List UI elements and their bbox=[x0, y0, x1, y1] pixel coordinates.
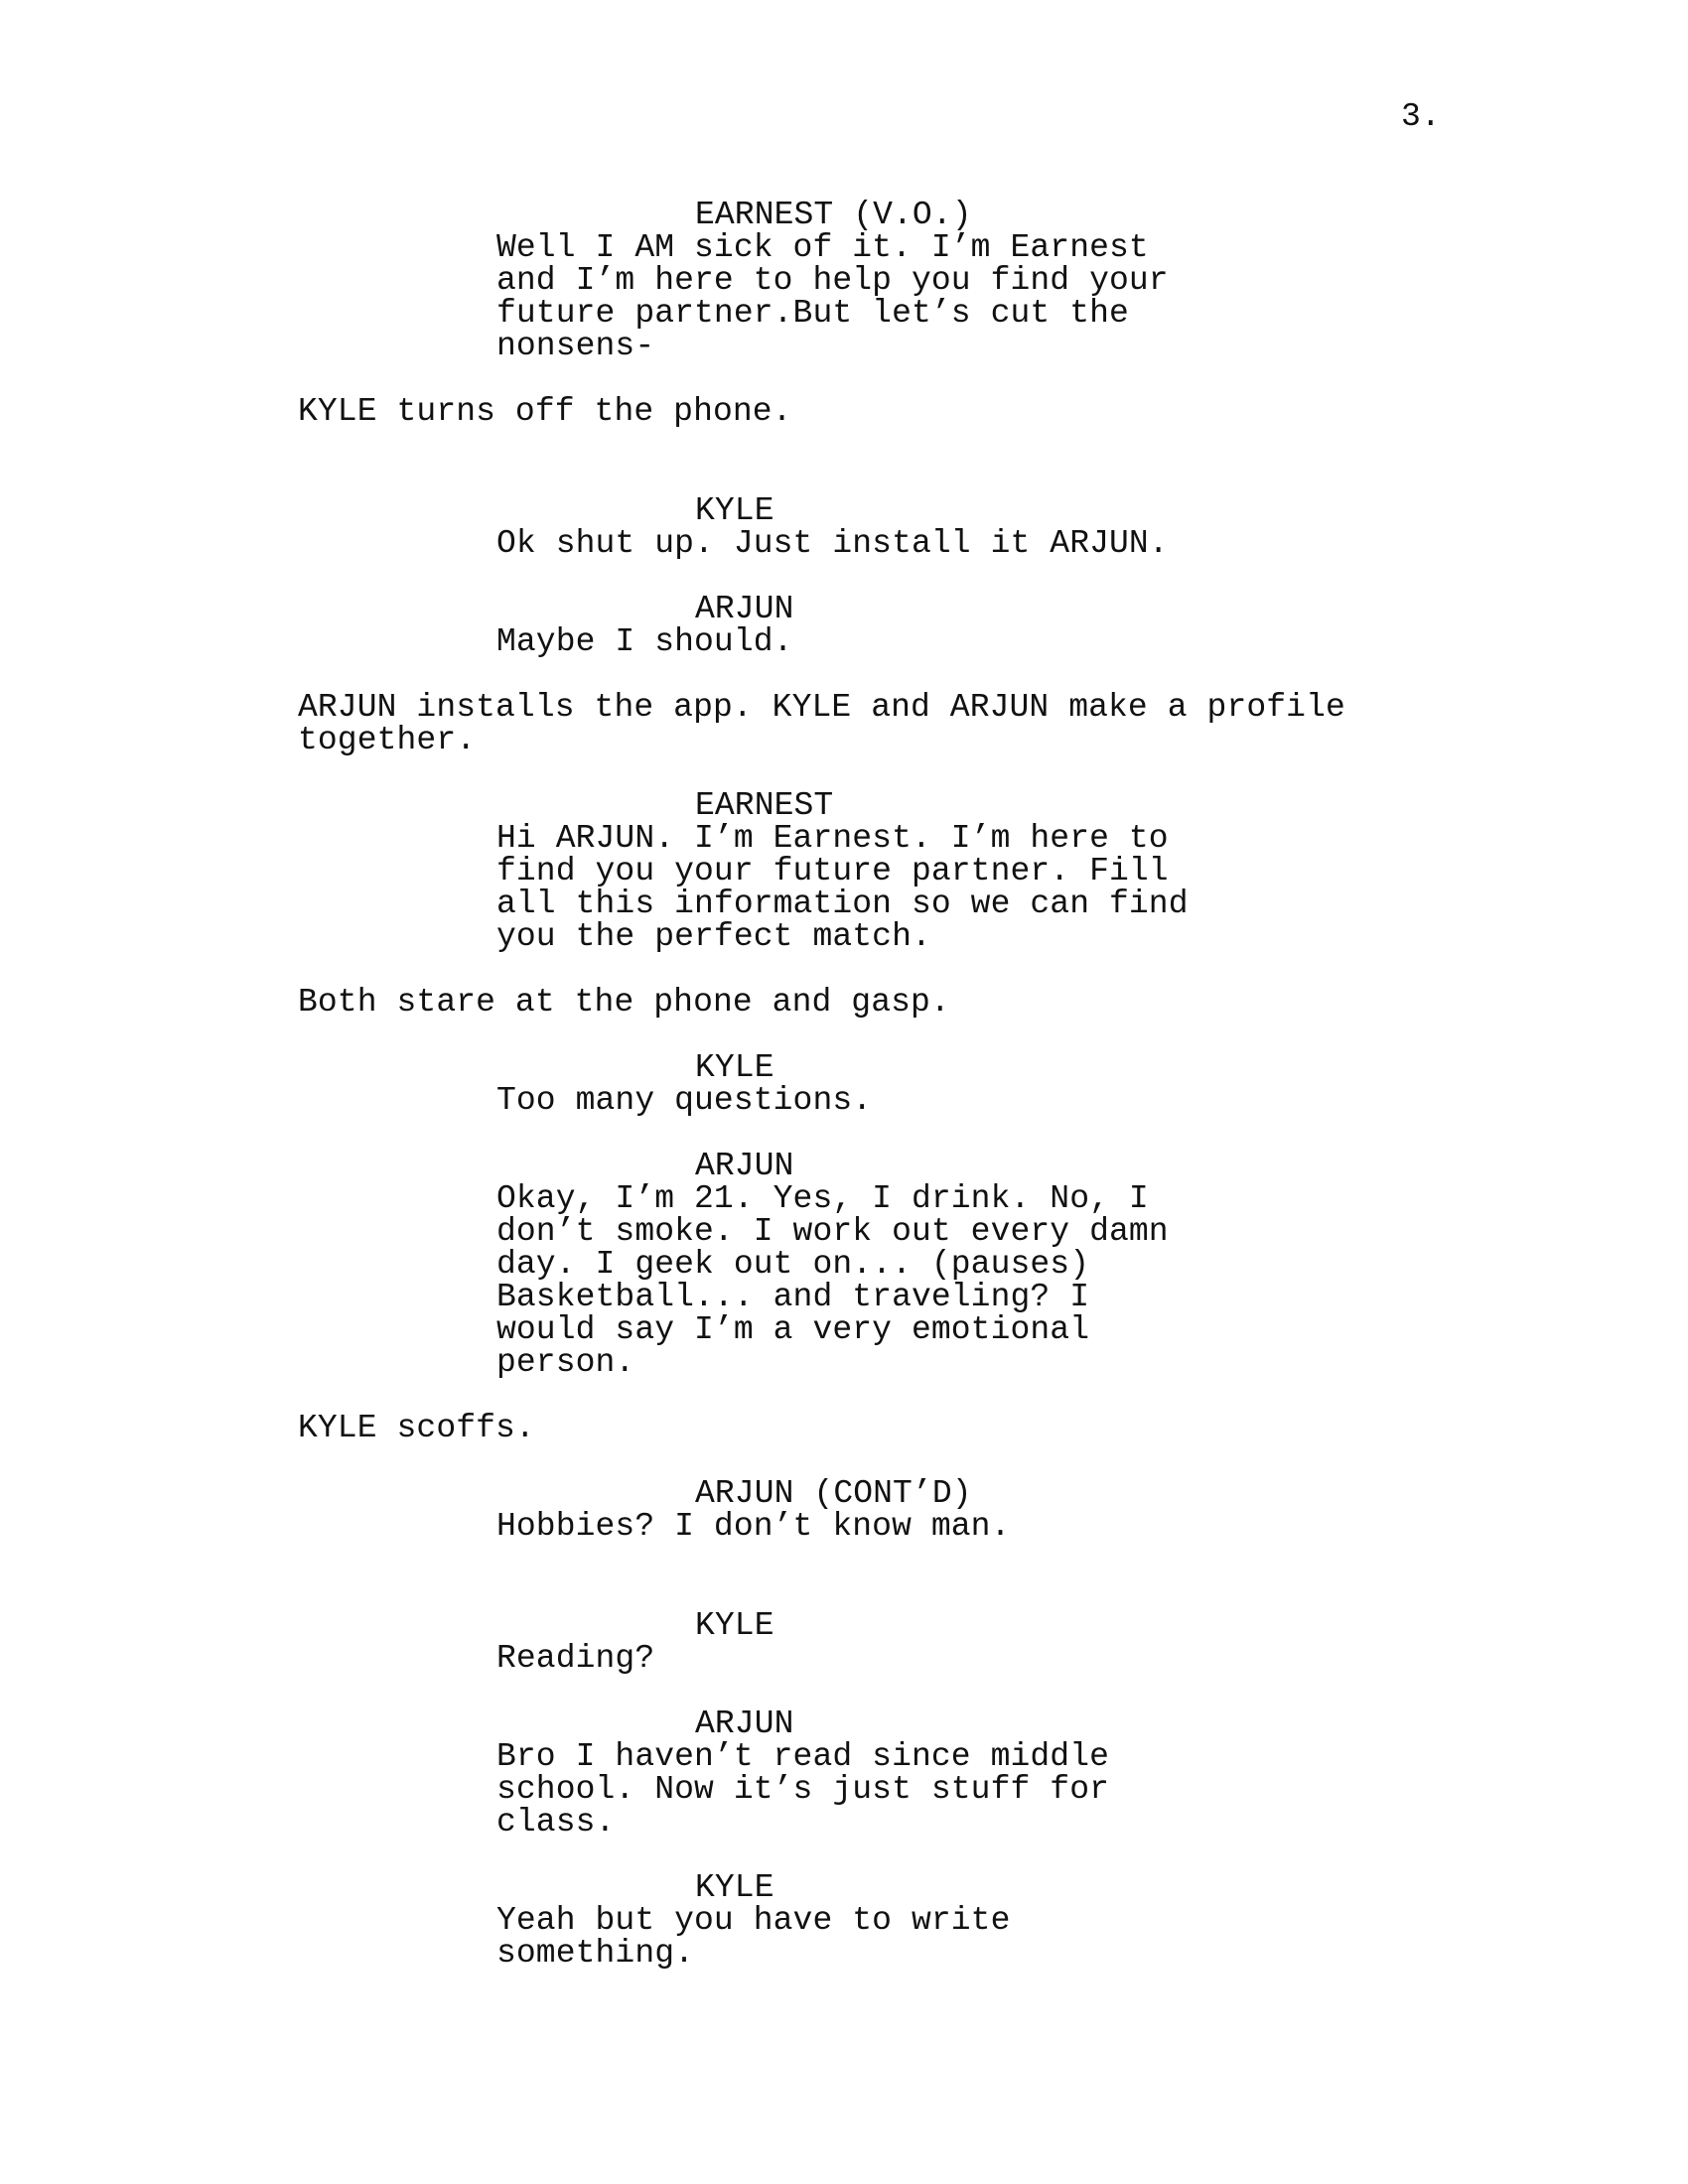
character-cue: KYLE bbox=[695, 492, 774, 529]
dialogue-line: Basketball... and traveling? I bbox=[496, 1279, 1090, 1315]
dialogue-line: Bro I haven’t read since middle bbox=[496, 1738, 1109, 1775]
action-line: together. bbox=[298, 722, 477, 758]
dialogue-line: you the perfect match. bbox=[496, 918, 931, 955]
action-line: KYLE turns off the phone. bbox=[298, 393, 792, 430]
dialogue-line: Ok shut up. Just install it ARJUN. bbox=[496, 525, 1169, 562]
dialogue-line: all this information so we can find bbox=[496, 886, 1189, 922]
dialogue-line: Maybe I should. bbox=[496, 623, 793, 660]
dialogue-line: Okay, I’m 21. Yes, I drink. No, I bbox=[496, 1180, 1149, 1217]
dialogue-line: Hi ARJUN. I’m Earnest. I’m here to bbox=[496, 820, 1169, 857]
character-cue: ARJUN bbox=[695, 591, 794, 627]
dialogue-line: Hobbies? I don’t know man. bbox=[496, 1508, 1011, 1545]
dialogue-line: find you your future partner. Fill bbox=[496, 853, 1169, 889]
character-cue: ARJUN (CONT’D) bbox=[695, 1475, 972, 1512]
dialogue-line: Too many questions. bbox=[496, 1082, 873, 1119]
dialogue-line: person. bbox=[496, 1344, 635, 1381]
character-cue: ARJUN bbox=[695, 1148, 794, 1184]
character-cue: KYLE bbox=[695, 1607, 774, 1644]
character-cue: EARNEST (V.O.) bbox=[695, 197, 972, 233]
dialogue-line: nonsens- bbox=[496, 328, 655, 364]
character-cue: KYLE bbox=[695, 1869, 774, 1906]
dialogue-line: Well I AM sick of it. I’m Earnest bbox=[496, 229, 1149, 266]
dialogue-line: school. Now it’s just stuff for bbox=[496, 1771, 1109, 1808]
dialogue-line: Yeah but you have to write bbox=[496, 1902, 1011, 1939]
character-cue: ARJUN bbox=[695, 1706, 794, 1742]
dialogue-line: don’t smoke. I work out every damn bbox=[496, 1213, 1169, 1250]
dialogue-line: something. bbox=[496, 1935, 695, 1972]
dialogue-line: class. bbox=[496, 1804, 616, 1841]
action-line: Both stare at the phone and gasp. bbox=[298, 984, 950, 1021]
dialogue-line: future partner.But let’s cut the bbox=[496, 295, 1129, 332]
character-cue: KYLE bbox=[695, 1049, 774, 1086]
dialogue-line: Reading? bbox=[496, 1640, 655, 1677]
action-line: ARJUN installs the app. KYLE and ARJUN make a profile bbox=[298, 689, 1345, 726]
action-line: KYLE scoffs. bbox=[298, 1410, 535, 1446]
dialogue-line: would say I’m a very emotional bbox=[496, 1311, 1090, 1348]
dialogue-line: and I’m here to help you find your bbox=[496, 262, 1169, 299]
dialogue-line: day. I geek out on... (pauses) bbox=[496, 1246, 1090, 1283]
character-cue: EARNEST bbox=[695, 787, 834, 824]
page-number: 3. bbox=[1401, 98, 1441, 135]
